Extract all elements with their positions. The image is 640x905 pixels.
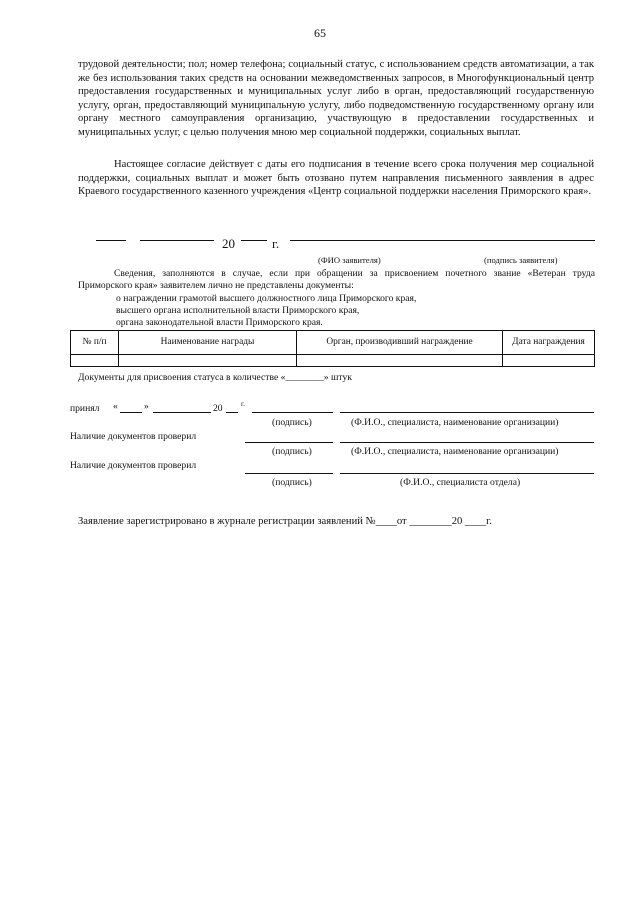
consent-paragraph-1: трудовой деятельности; пол; номер телефона; социальный статус, с использованием средств автоматизации, а так же без использования таких средств на основании межведомственных запросов, в Многофункциональный центр предоставления государственных и муниципальных услуг либо в орган, предоставляющий государственную услугу, орган, предоставляющий муниципальную услугу, либо подведомственную государственному органу или органу местного самоуправления организацию, участвующую в предоставлении государственных и муниципальных услуг, с целью получения мною мер социальной поддержки, социальных выплат.	[78, 59, 594, 138]
quote-close: »	[144, 401, 149, 412]
check2-fio-caption: (Ф.И.О., специалиста отдела)	[400, 477, 521, 488]
table-header-row	[71, 331, 595, 355]
col-number: № п/п	[71, 331, 119, 355]
fio-caption: (ФИО заявителя)	[318, 255, 381, 265]
registration-line: Заявление зарегистрировано в журнале регистрации заявлений №____от ________20 ____г.	[78, 516, 492, 527]
table-row	[71, 355, 595, 367]
year-suffix: г.	[272, 236, 280, 251]
check1-label: Наличие документов проверил	[70, 431, 197, 442]
year-line	[241, 240, 267, 241]
accept-day-line	[120, 412, 142, 413]
accept-fio-line	[340, 412, 594, 413]
table-cell[interactable]	[503, 355, 595, 367]
accept-sign-line	[252, 412, 333, 413]
check1-fio-caption: (Ф.И.О., специалиста, наименование организации)	[351, 446, 559, 457]
accept-fio-caption: (Ф.И.О., специалиста, наименование организации)	[351, 417, 559, 428]
signature-line	[290, 240, 595, 241]
check2-sign-line	[245, 473, 333, 474]
table-cell[interactable]	[119, 355, 297, 367]
quote-open: «	[113, 401, 118, 412]
info-item-2: высшего органа исполнительной власти Приморского края,	[116, 305, 360, 316]
accept-label: принял	[70, 403, 100, 414]
accept-month-line	[153, 412, 211, 413]
accept-g: г.	[241, 400, 245, 408]
check1-fio-line	[340, 442, 594, 443]
check2-sign-caption: (подпись)	[272, 477, 312, 488]
info-text: Сведения, заполняются в случае, если при обращении за присвоением почетного звание «Ветеран труда Приморского края» заявителем лично не представлены документы:	[78, 268, 595, 291]
check1-sign-caption: (подпись)	[272, 446, 312, 457]
check1-sign-line	[245, 442, 333, 443]
table-cell[interactable]	[71, 355, 119, 367]
info-item-1: о награждении грамотой высшего должностного лица Приморского края,	[116, 293, 417, 304]
year-prefix: 20	[222, 236, 235, 251]
page-number: 65	[314, 26, 326, 40]
check2-fio-line	[340, 473, 594, 474]
accept-year-line	[226, 412, 238, 413]
col-award-date: Дата награждения	[503, 331, 595, 355]
accept-sign-caption: (подпись)	[272, 417, 312, 428]
info-item-3: органа законодательной власти Приморского края.	[116, 317, 323, 328]
month-line	[140, 240, 214, 241]
day-line	[96, 240, 126, 241]
table-cell[interactable]	[297, 355, 503, 367]
accept-year: 20	[213, 403, 223, 414]
consent-paragraph-2: Настоящее согласие действует с даты его подписания в течение всего срока получения мер социальной поддержки, социальных выплат и может быть отозвано путем направления письменного заявления в адрес Краевого государственного казенного учреждения «Центр социальной поддержки населения Приморского края».	[78, 159, 594, 198]
sign-caption: (подпись заявителя)	[484, 255, 558, 265]
col-awarding-body: Орган, производивший награждение	[297, 331, 503, 355]
awards-table	[70, 330, 595, 367]
docs-count: Документы для присвоения статуса в количестве «________» штук	[78, 372, 352, 383]
col-award-name: Наименование награды	[119, 331, 297, 355]
check2-label: Наличие документов проверил	[70, 460, 197, 471]
